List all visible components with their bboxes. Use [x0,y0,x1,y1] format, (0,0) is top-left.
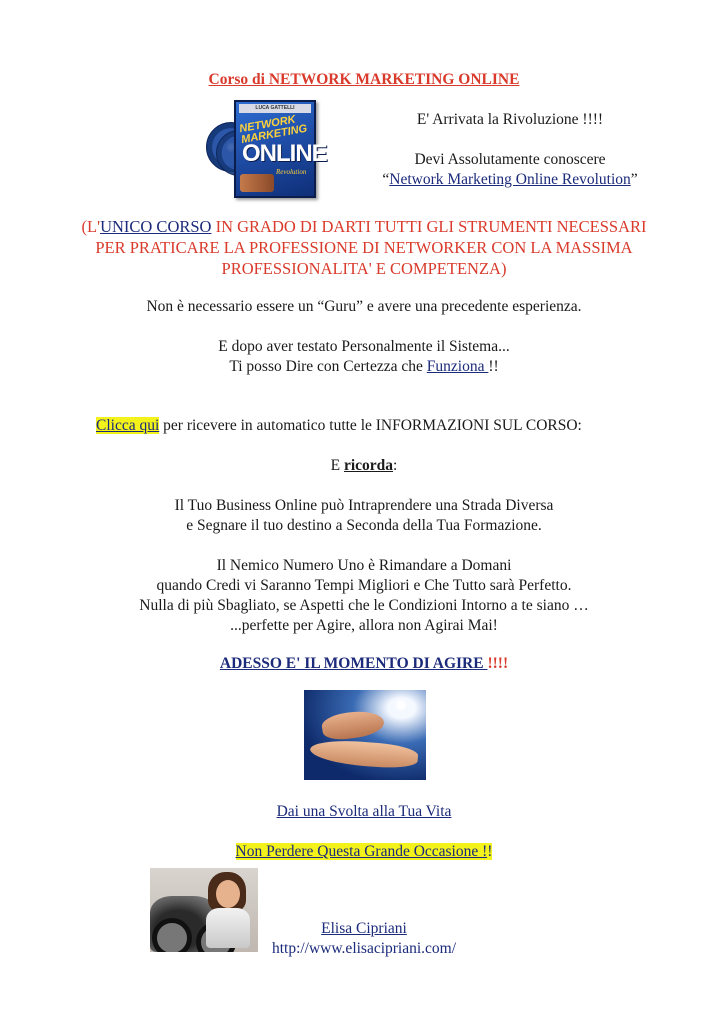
clicca-qui-link[interactable]: Clicca qui [96,417,160,434]
author-name [256,919,472,939]
clicca-text: per ricevere in automatico tutte le INFORMAZIONI SUL CORSO: [159,417,582,434]
unico-corso-link[interactable]: UNICO CORSO [100,217,212,236]
adesso-bang: !!!! [487,655,509,672]
close-quote: ” [630,171,638,188]
revolution-announcement: E' Arrivata la Rivoluzione !!!! [416,111,604,128]
author-url-link[interactable]: http://www.elisacipriani.com/ [271,940,457,957]
wheel [152,918,192,952]
ricorda-line [0,456,728,476]
clicca-line [96,416,582,436]
guru-text: Non è necessario essere un “Guru” e avere una precedente esperienza. [146,298,582,315]
hand-bottom [309,738,418,769]
intro-line-1-rest: IN GRADO DI DARTI TUTTI GLI STRUMENTI NECESSARI [211,217,647,236]
author-photo [150,868,258,952]
dvd-online: ONLINE [242,140,327,167]
must-know-text: Devi Assolutamente conoscere [414,151,606,168]
intro-line-2: PER PRATICARE LA PROFESSIONE DI NETWORKER CON LA MASSIMA [95,238,633,257]
adesso-line [0,654,728,674]
occasione-line [0,842,728,862]
sparkle [394,698,408,712]
business-line-1: Il Tuo Business Online può Intraprendere una Strada Diversa [174,497,554,514]
open-quote: “ [382,171,390,188]
adesso-text: ADESSO E' IL MOMENTO DI AGIRE [219,655,488,672]
dvd-faces [240,174,274,192]
author-url [256,939,472,959]
occasione-text[interactable]: Non Perdere Questa Grande Occasione ! [235,843,488,860]
dvd-box [234,100,327,198]
svolta-link[interactable]: Dai una Svolta alla Tua Vita [276,803,452,820]
ricorda-post: : [393,457,398,474]
occasione-bang: ! [487,843,493,860]
product-line [340,170,680,190]
business-line-2: e Segnare il tuo destino a Seconda della Tua Formazione. [186,517,542,534]
course-title: Corso di NETWORK MARKETING ONLINE [208,71,520,88]
funziona-link[interactable]: Funziona [426,358,489,375]
hand-top [320,708,385,742]
dvd-title: NETWORK MARKETING [238,113,309,147]
dvd-cover-image [206,100,327,195]
dvd-author: LUCA GATTELLI [239,104,311,113]
product-link[interactable]: Network Marketing Online Revolution [389,171,631,188]
handshake-image [304,690,426,780]
page-title [0,70,728,90]
tested-line-1: E dopo aver testato Personalmente il Sistema... [218,338,510,355]
face [216,880,240,908]
nemico-line-1: Il Nemico Numero Uno è Rimandare a Domani [216,557,512,574]
tested-line-2-post: !! [488,358,499,375]
tested-line-2 [0,357,728,377]
svolta-line [0,802,728,822]
intro-line-3: PROFESSIONALITA' E COMPETENZA) [221,259,507,278]
nemico-line-3: Nulla di più Sbagliato, se Aspetti che le Condizioni Intorno a te siano … [139,597,589,614]
intro-open-paren: (L' [81,217,101,236]
ricorda-pre: E [330,457,344,474]
nemico-line-2: quando Credi vi Saranno Tempi Migliori e Che Tutto sarà Perfetto. [156,577,572,594]
body [206,908,250,948]
tested-line-2-pre: Ti posso Dire con Certezza che [229,358,427,375]
intro-line-1 [0,217,728,237]
author-name-link[interactable]: Elisa Cipriani [321,920,407,937]
nemico-line-4: ...perfette per Agire, allora non Agirai Mai! [230,617,498,634]
dvd-sub: Revolution [276,168,307,176]
ricorda-word: ricorda [343,457,394,474]
